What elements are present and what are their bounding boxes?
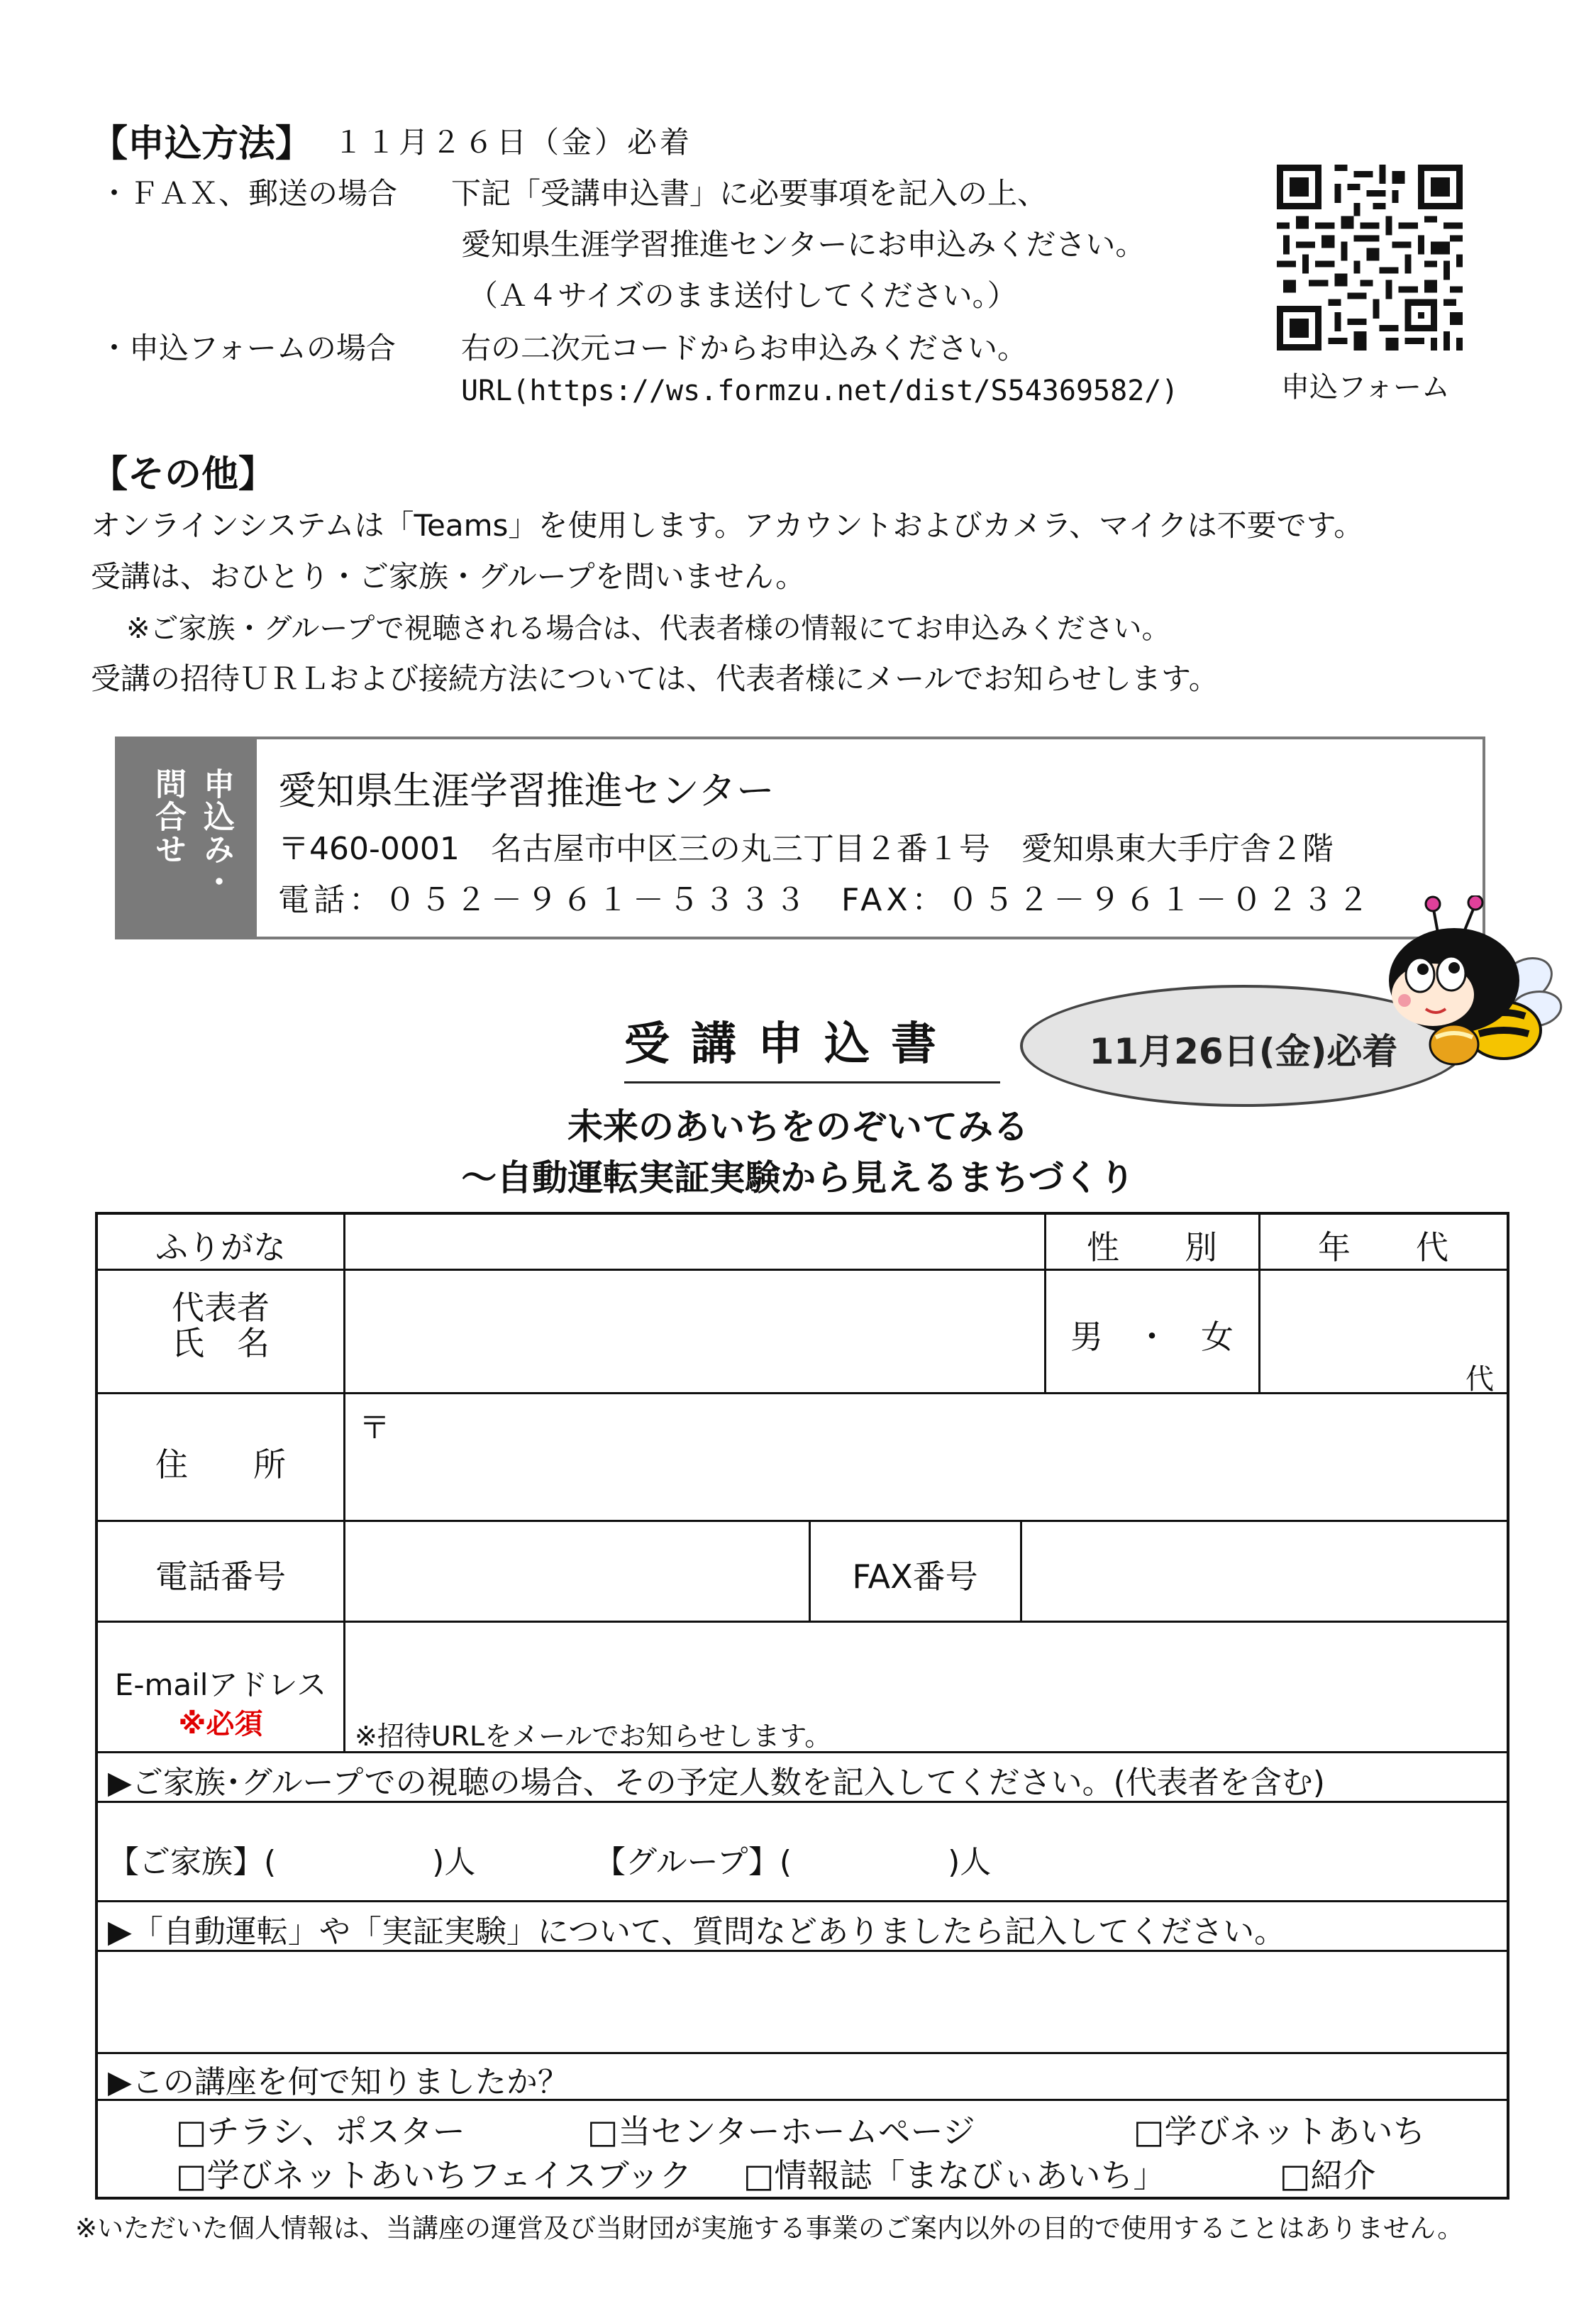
course-title: 未来のあいちをのぞいてみる <box>567 1106 1029 1147</box>
contact-address: 〒460-0001 名古屋市中区三の丸三丁目２番１号 愛知県東大手庁舎２階 <box>278 831 1334 867</box>
option-homepage-checkbox[interactable]: □当センターホームページ <box>587 2112 975 2151</box>
title-underline <box>624 1081 1000 1083</box>
qr-caption: 申込フォーム <box>1281 371 1450 404</box>
course-subtitle: ～自動運転実証実験から見えるまちづくり <box>461 1157 1135 1198</box>
form-line1: 右の二次元コードからお申込みください。 <box>461 331 1028 365</box>
deadline-text: 11月26日(金)必着 <box>1089 1031 1398 1072</box>
name-label-line2: 氏 名 <box>172 1324 270 1362</box>
contact-side-col2: 問合せ <box>150 768 186 866</box>
gender-select[interactable]: 男 ・ 女 <box>1070 1318 1234 1356</box>
other-heading: 【その他】 <box>91 453 276 496</box>
contact-side-col1: 申込み・ <box>198 768 234 898</box>
address-input[interactable] <box>346 1395 1502 1518</box>
other-line2: 受講は、おひとり・ご家族・グループを問いません。 <box>91 559 806 594</box>
age-label: 年 代 <box>1318 1228 1448 1267</box>
furigana-label: ふりがな <box>155 1228 286 1267</box>
fax-line1: 下記「受講申込書」に必要事項を記入の上、 <box>451 176 1048 211</box>
option-magazine-checkbox[interactable]: □情報誌「まなびぃあいち」 <box>743 2156 1166 2195</box>
email-note: ※招待URLをメールでお知らせします。 <box>355 1721 832 1752</box>
other-line1: オンラインシステムは「Teams」を使用します。アカウントおよびカメラ、マイクは不要です。 <box>91 508 1364 543</box>
fax-input[interactable] <box>1023 1523 1505 1619</box>
email-label: E-mailアドレス <box>114 1667 327 1702</box>
group-count-field[interactable]: 【グループ】( )人 <box>594 1844 992 1880</box>
gender-label: 性 別 <box>1087 1228 1217 1267</box>
age-suffix: 代 <box>1465 1363 1494 1396</box>
apply-heading: 【申込方法】 <box>91 123 313 165</box>
contact-phone: 電話：０５２－９６１－５３３３ <box>278 882 810 918</box>
application-form <box>95 1212 1509 2200</box>
qr-code-icon[interactable] <box>1277 165 1463 351</box>
other-line4: 受講の招待ＵＲＬおよび接続方法については、代表者様にメールでお知らせします。 <box>91 661 1219 696</box>
form-title: 受講申込書 <box>624 1018 958 1071</box>
furigana-input[interactable] <box>346 1218 1041 1267</box>
contact-org: 愛知県生涯学習推進センター <box>278 768 775 813</box>
fax-field-label: FAX番号 <box>852 1557 978 1596</box>
contact-side-label <box>118 739 257 937</box>
other-line3: ※ご家族・グループで視聴される場合は、代表者様の情報にてお申込みください。 <box>126 612 1170 645</box>
contact-fax: FAX：０５２－９６１－０２３２ <box>841 882 1373 918</box>
comments-textarea[interactable] <box>101 1953 1504 2051</box>
fax-line3: （Ａ４サイズのまま送付してください。） <box>468 278 1017 313</box>
phone-label: 電話番号 <box>155 1557 286 1596</box>
option-flyer-checkbox[interactable]: □チラシ、ポスター <box>176 2112 465 2151</box>
option-manabi-net-checkbox[interactable]: □学びネットあいち <box>1134 2112 1426 2151</box>
email-input[interactable] <box>346 1623 1502 1709</box>
question-how-heard: ▶この講座を何で知りましたか？ <box>108 2064 569 2100</box>
name-label <box>98 1290 343 1361</box>
fax-label: ・ＦＡＸ、郵送の場合 <box>99 176 398 211</box>
option-facebook-checkbox[interactable]: □学びネットあいちフェイスブック <box>176 2156 692 2195</box>
apply-deadline: １１月２６日（金）必着 <box>333 125 693 160</box>
bee-mascot-icon <box>1376 895 1568 1073</box>
form-url-link[interactable]: URL(https://ws.formzu.net/dist/S54369582/) <box>461 375 1179 407</box>
privacy-note: ※いただいた個人情報は、当講座の運営及び当財団が実施する事業のご案内以外の目的で使用することはありません。 <box>75 2213 1464 2244</box>
phone-input[interactable] <box>346 1523 806 1619</box>
postal-mark: 〒 <box>359 1410 390 1446</box>
name-input[interactable] <box>346 1271 1041 1391</box>
question-comments: ▶「自動運転」や「実証実験」について、質問などありましたら記入してください。 <box>108 1914 1286 1950</box>
question-group-size: ▶ご家族･グループでの視聴の場合、その予定人数を記入してください。(代表者を含む) <box>108 1765 1325 1801</box>
name-label-line1: 代表者 <box>172 1289 270 1327</box>
fax-line2: 愛知県生涯学習推進センターにお申込みください。 <box>461 227 1146 262</box>
family-count-field[interactable]: 【ご家族】( )人 <box>108 1844 476 1880</box>
option-referral-checkbox[interactable]: □紹介 <box>1280 2156 1376 2195</box>
form-label: ・申込フォームの場合 <box>99 331 396 365</box>
contact-box <box>115 737 1485 939</box>
address-label: 住 所 <box>155 1445 286 1484</box>
email-required: ※必須 <box>178 1708 263 1740</box>
